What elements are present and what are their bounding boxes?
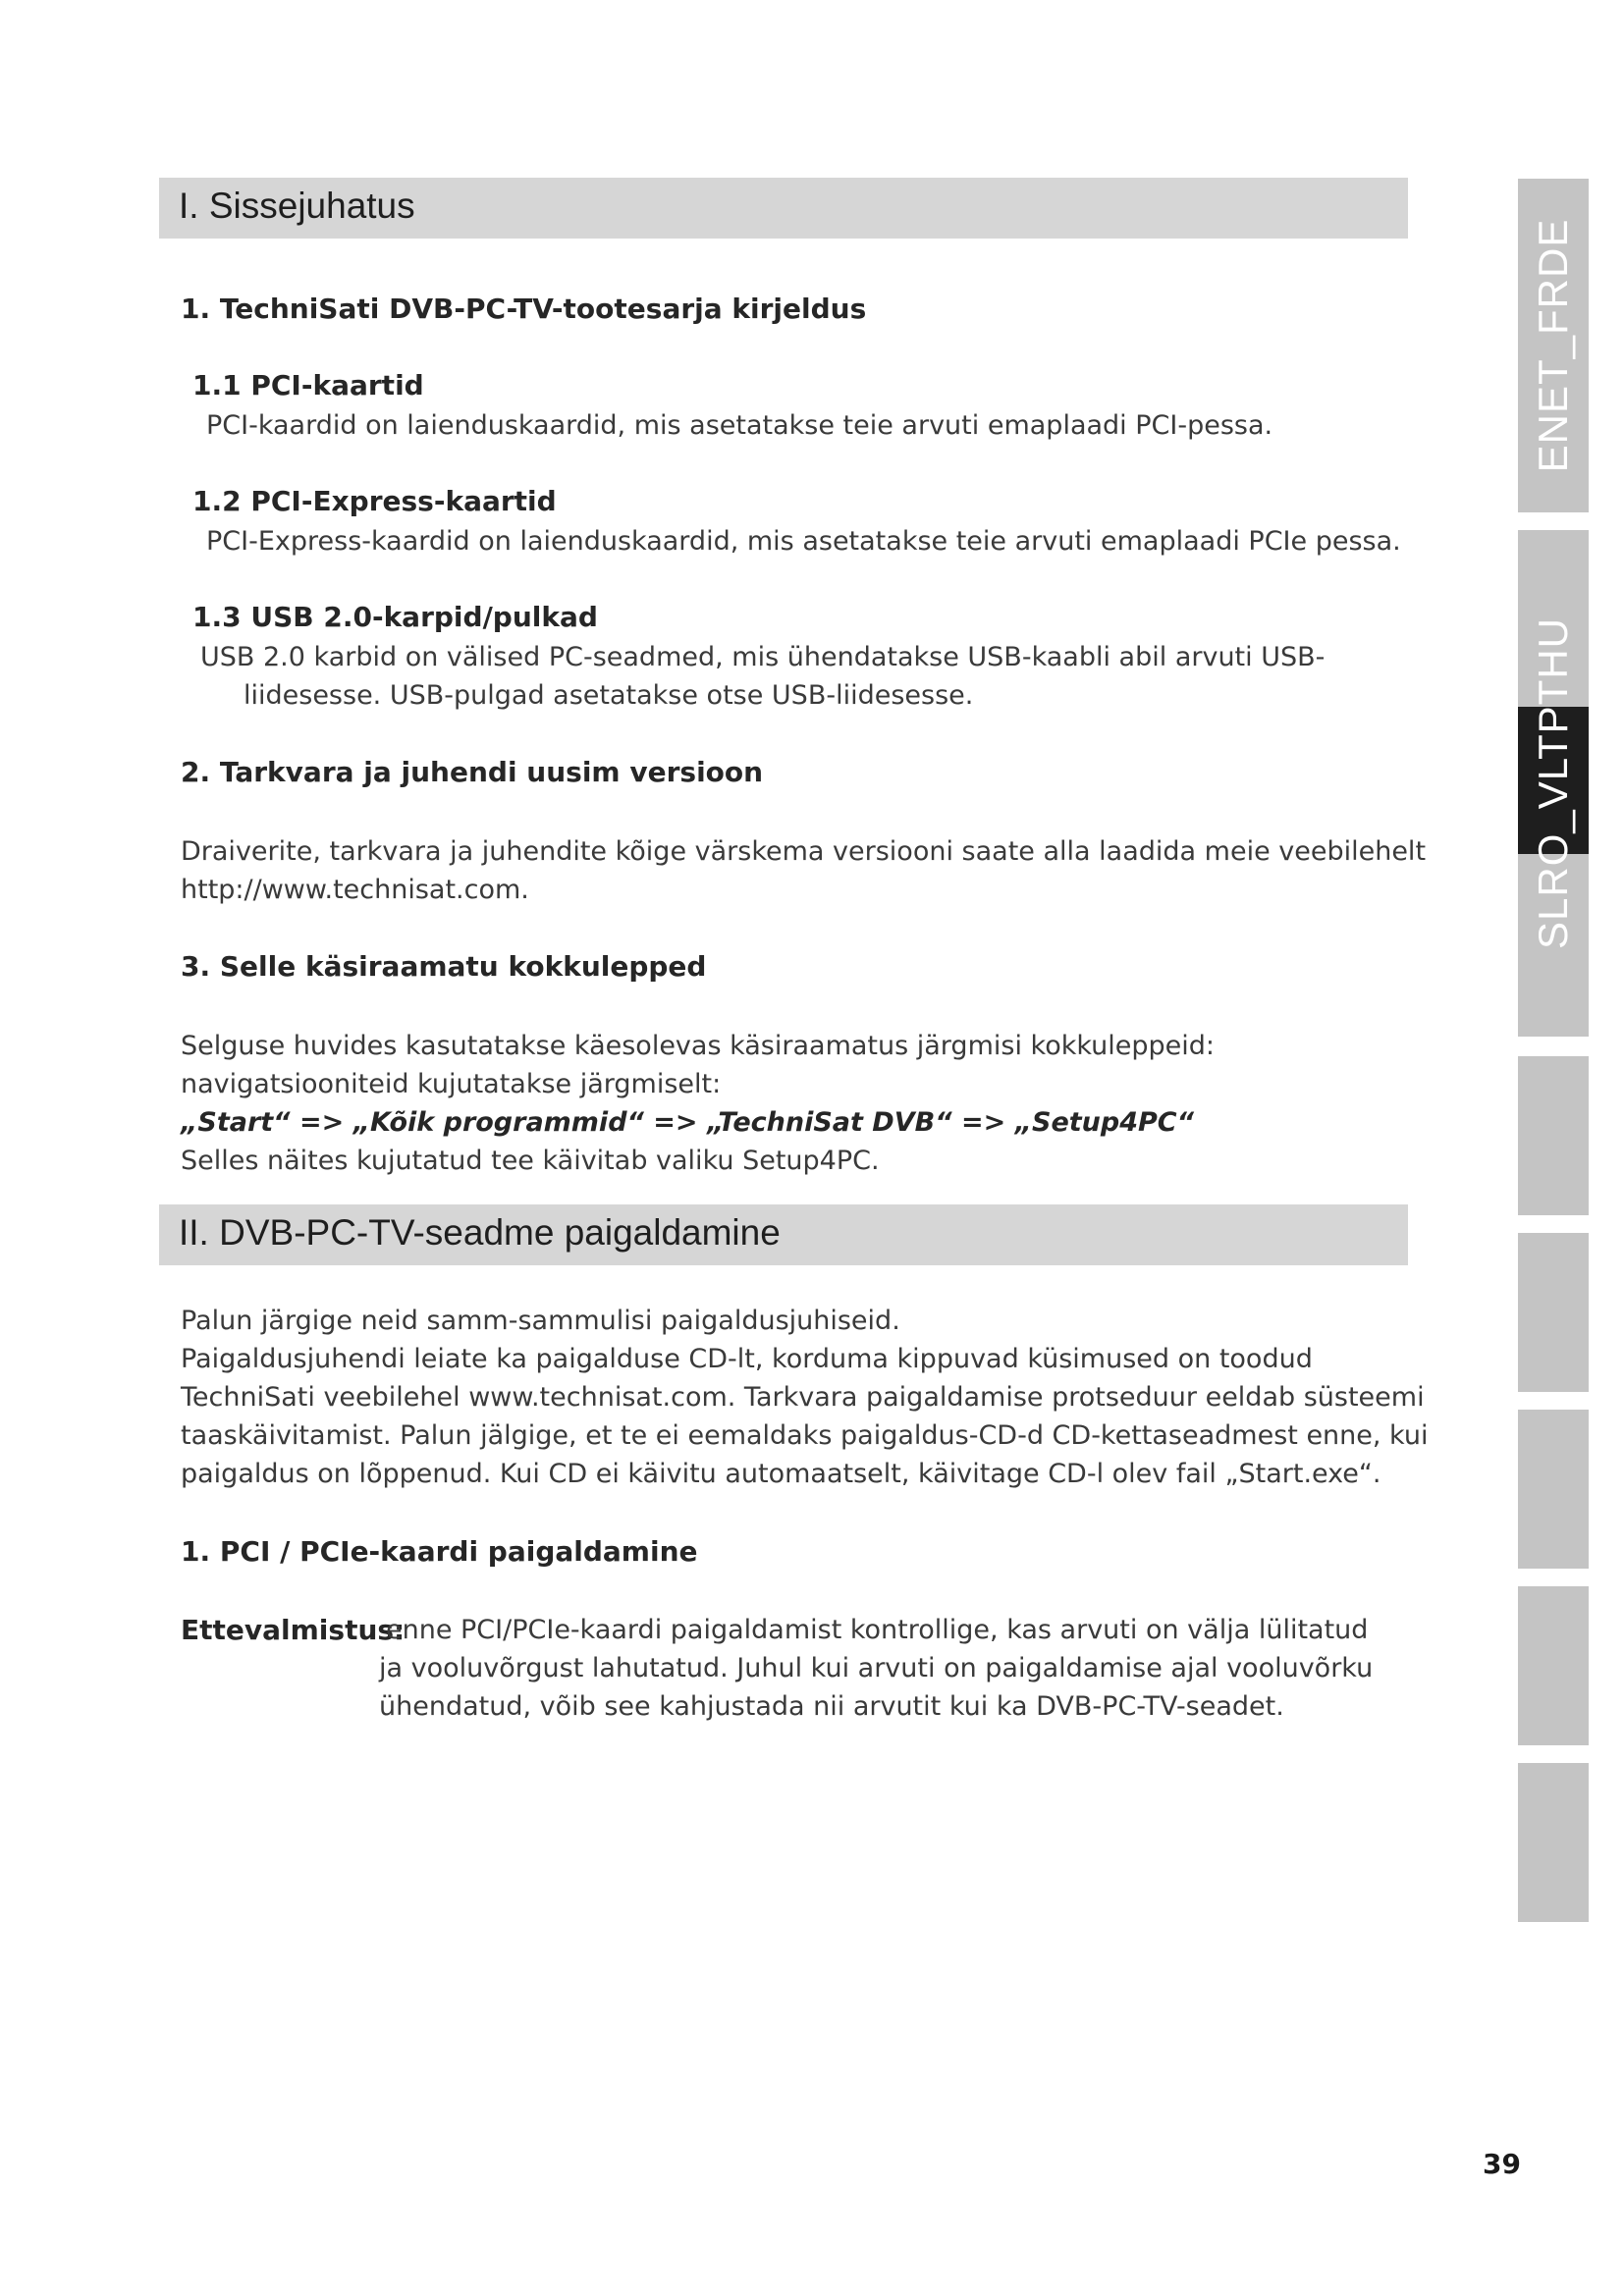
preparation-line-3: ühendatud, võib see kahjustada nii arvutit kui ka DVB-PC-TV-seadet.: [379, 1691, 1284, 1722]
language-tab-2-label: SLRO_VLTPTHU: [1530, 617, 1576, 949]
paragraph-2-line-1: Draiverite, tarkvara ja juhendite kõige värskema versiooni saate alla laadida meie veebilehelt: [181, 836, 1427, 867]
blank-tab-4: [1518, 1586, 1589, 1745]
paragraph-1-2: PCI-Express-kaardid on laienduskaardid, mis asetatakse teie arvuti emaplaadi PCIe pessa.: [206, 526, 1401, 557]
paragraph-1-1: PCI-kaardid on laienduskaardid, mis asetatakse teie arvuti emaplaadi PCI-pessa.: [206, 410, 1273, 441]
preparation-line-1: enne PCI/PCIe-kaardi paigaldamist kontrollige, kas arvuti on välja lülitatud: [386, 1615, 1369, 1645]
preparation-label: Ettevalmistus:: [181, 1614, 406, 1646]
blank-tab-5: [1518, 1763, 1589, 1922]
preparation-line-2: ja vooluvõrgust lahutatud. Juhul kui arvuti on paigaldamise ajal vooluvõrku: [379, 1653, 1374, 1683]
intro-line-3: TechniSati veebilehel www.technisat.com. Tarkvara paigaldamise protseduur eeldab süsteemi: [181, 1382, 1425, 1413]
heading-1-1: 1.1 PCI-kaartid: [192, 369, 424, 401]
blank-tab-3: [1518, 1410, 1589, 1569]
blank-tab-2: [1518, 1233, 1589, 1392]
paragraph-1-3-line-1: USB 2.0 karbid on välised PC-seadmed, mis ühendatakse USB-kaabli abil arvuti USB-: [200, 642, 1326, 672]
heading-3: 3. Selle käsiraamatu kokkulepped: [181, 950, 707, 983]
language-tab-slro-vltpthu: [1518, 530, 1589, 1037]
language-tab-enet-frde: [1518, 179, 1589, 512]
language-tab-1-label: ENET_FRDE: [1530, 218, 1576, 473]
intro-line-5: paigaldus on lõppenud. Kui CD ei käivitu automaatselt, käivitage CD-l olev fail „Start.exe“.: [181, 1459, 1381, 1489]
paragraph-3-line-4: Selles näites kujutatud tee käivitab valiku Setup4PC.: [181, 1146, 880, 1176]
navigation-path-example: „Start“ => „Kõik programmid“ => „TechniSat DVB“ => „Setup4PC“: [181, 1107, 1195, 1138]
paragraph-1-3-line-2: liidesesse. USB-pulgad asetatakse otse USB-liidesesse.: [244, 680, 974, 711]
heading-2: 2. Tarkvara ja juhendi uusim versioon: [181, 756, 764, 788]
section-1-title: I. Sissejuhatus: [179, 186, 415, 226]
heading-1-2: 1.2 PCI-Express-kaartid: [192, 485, 557, 517]
section-2-title: II. DVB-PC-TV-seadme paigaldamine: [179, 1212, 781, 1253]
paragraph-3-line-2: navigatsiooniteid kujutatakse järgmiselt:: [181, 1069, 722, 1099]
section-1-header: [159, 178, 1408, 239]
intro-line-1: Palun järgige neid samm-sammulisi paigaldusjuhiseid.: [181, 1306, 900, 1336]
paragraph-2-line-2: http://www.technisat.com.: [181, 875, 529, 905]
page-number: 39: [1483, 2148, 1521, 2180]
heading-1-3: 1.3 USB 2.0-karpid/pulkad: [192, 601, 598, 633]
paragraph-3-line-1: Selguse huvides kasutatakse käesolevas käsiraamatus järgmisi kokkuleppeid:: [181, 1031, 1216, 1061]
heading-pci-install: 1. PCI / PCIe-kaardi paigaldamine: [181, 1535, 698, 1568]
heading-1: 1. TechniSati DVB-PC-TV-tootesarja kirjeldus: [181, 293, 867, 325]
intro-line-4: taaskäivitamist. Palun jälgige, et te ei eemaldaks paigaldus-CD-d CD-kettaseadmest enne, kui: [181, 1420, 1429, 1451]
section-2-header: [159, 1204, 1408, 1265]
blank-tab-1: [1518, 1056, 1589, 1215]
intro-line-2: Paigaldusjuhendi leiate ka paigalduse CD-lt, korduma kippuvad küsimused on toodud: [181, 1344, 1313, 1374]
